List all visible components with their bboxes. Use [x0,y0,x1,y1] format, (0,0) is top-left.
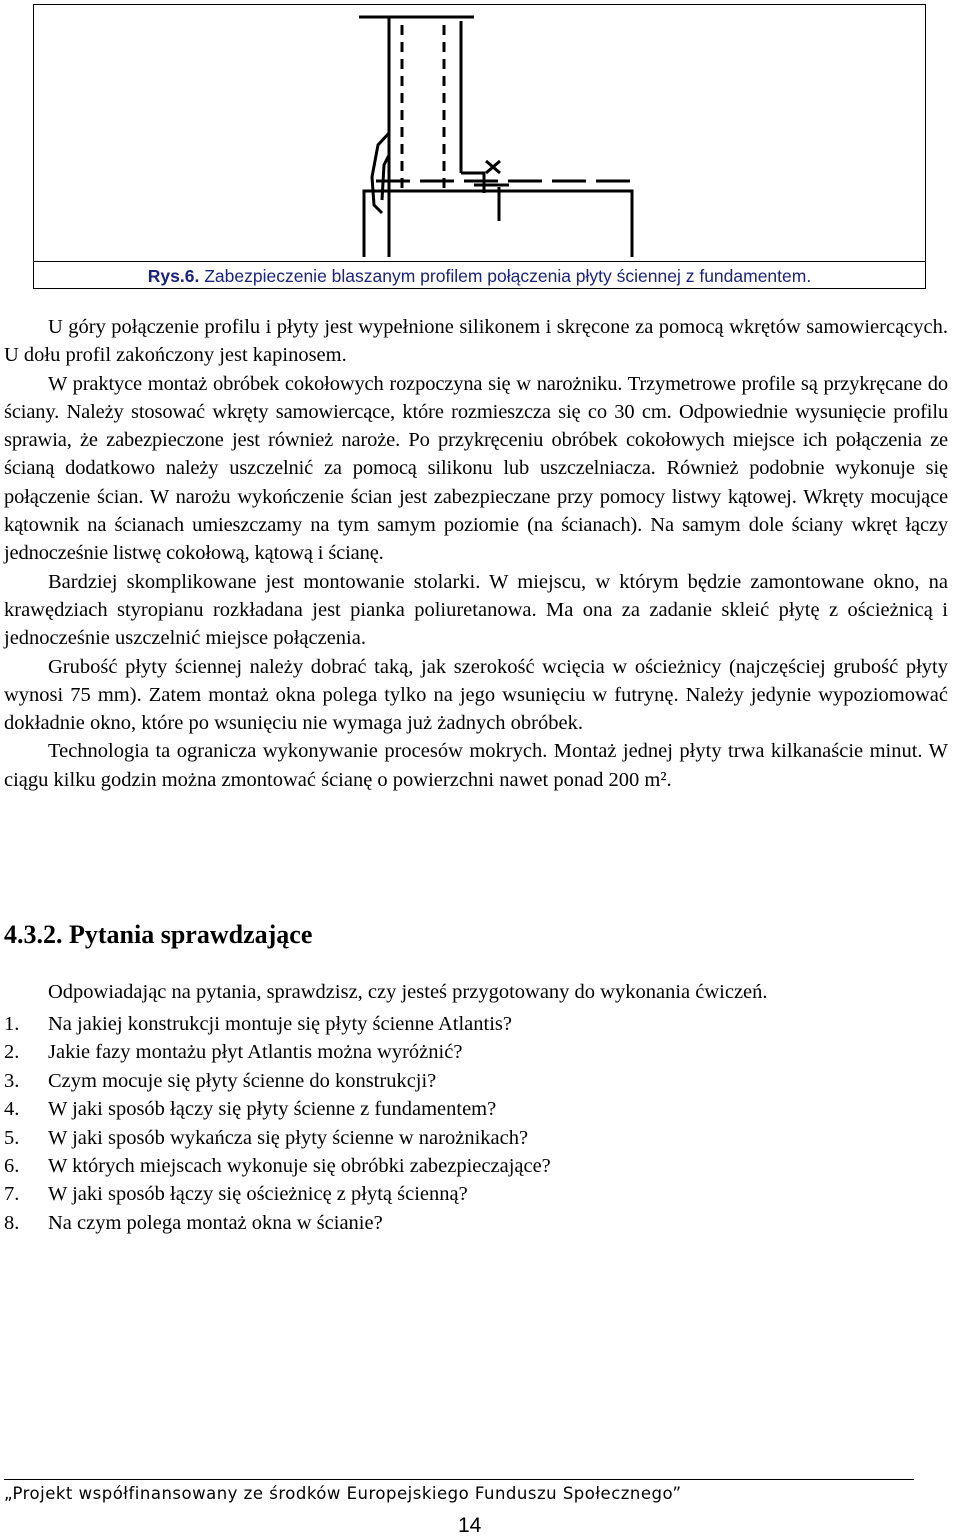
list-item [4,1152,944,1180]
list-item [4,1067,944,1095]
list-item [4,1180,944,1208]
question-list [4,1010,944,1237]
paragraph: W praktyce montaż obróbek cokołowych rozpoczyna się w narożniku. Trzymetrowe profile są przykręcane do ściany. Należy stosować wkręty samowiercące, które rozmieszcza się co 30 cm. Odpowiednie wysunięcie profilu sprawia, że zabezpieczone jest również naroże. Po przykręceniu obróbek cokołowych miejsce ich połączenia ze ścianą dodatkowo należy uszczelnić za pomocą silikonu lub uszczelniacza. Również podobnie wykonuje się połączenie ścian. W narożu wykończenie ścian jest zabezpieczane przy pomocy listwy kątowej. Wkręty mocujące kątownik na ścianach umieszczamy na tym samym poziomie (na ścianach). Na samym dole ściany wkręt łączy jednocześnie listwę cokołową, kątową i ścianę. [4,372,948,565]
body-text [4,313,948,794]
figure-frame [33,4,926,289]
paragraph: Bardziej skomplikowane jest montowanie stolarki. W miejscu, w którym będzie zamontowane okno, na krawędziach styropianu rozkładana jest pianka poliuretanowa. Ma ona za zadanie skleić płytę z ościeżnicą i jednocześnie uszczelnić miejsce połączenia. [4,570,948,650]
section-heading: 4.3.2. Pytania sprawdzające [4,920,313,949]
paragraph: U góry połączenie profilu i płyty jest wypełnione silikonem i skręcone za pomocą wkrętów samowiercących. U dołu profil zakończony jest kapinosem. [4,316,948,367]
question-text: W jaki sposób łączy się płyty ścienne z fundamentem? [48,1098,497,1121]
question-number: 2. [4,1041,20,1064]
list-item [4,1010,944,1038]
question-number: 3. [4,1069,20,1092]
question-text: Na jakiej konstrukcji montuje się płyty ścienne Atlantis? [48,1013,513,1035]
list-item [4,1095,944,1123]
questions-intro: Odpowiadając na pytania, sprawdzisz, czy jesteś przygotowany do wykonania ćwiczeń. [48,981,768,1003]
paragraph: Technologia ta ogranicza wykonywanie procesów mokrych. Montaż jednej płyty trwa kilkanaście minut. W ciągu kilku godzin można zmontować ścianę o powierzchni nawet ponad 200 m². [4,740,948,791]
question-text: W których miejscach wykonuje się obróbki zabezpieczające? [48,1155,551,1178]
question-number: 8. [4,1211,20,1234]
caption-text: Zabezpieczenie blaszanym profilem połączenia płyty ściennej z fundamentem. [199,266,812,286]
question-number: 1. [4,1013,20,1035]
footer-text: „Projekt współfinansowany ze środków Europejskiego Funduszu Społecznego” [4,1484,682,1503]
footer-divider [4,1479,914,1480]
question-number: 6. [4,1155,20,1178]
list-item [4,1124,944,1152]
figure-caption [34,261,925,290]
question-number: 5. [4,1126,20,1149]
question-text: Czym mocuje się płyty ścienne do konstrukcji? [48,1069,437,1092]
question-text: W jaki sposób wykańcza się płyty ścienne w narożnikach? [48,1126,529,1149]
paragraph: Grubość płyty ściennej należy dobrać taką, jak szerokość wcięcia w ościeżnicy (najczęściej grubość płyty wynosi 75 mm). Zatem montaż okna polega tylko na jego wsunięciu w futrynę. Należy jedynie wypoziomować dokładnie okno, które po wsunięciu nie wymaga już żadnych obróbek. [4,655,948,735]
caption-label: Rys.6. [147,266,200,286]
question-text: W jaki sposób łączy się ościeżnicę z płytą ścienną? [48,1183,468,1206]
question-number: 4. [4,1098,20,1121]
list-item [4,1038,944,1066]
question-text: Jakie fazy montażu płyt Atlantis można wyróżnić? [48,1041,463,1064]
question-number: 7. [4,1183,20,1206]
technical-drawing [34,5,924,261]
list-item [4,1209,944,1237]
question-text: Na czym polega montaż okna w ścianie? [48,1211,383,1234]
page-number: 14 [458,1514,482,1537]
